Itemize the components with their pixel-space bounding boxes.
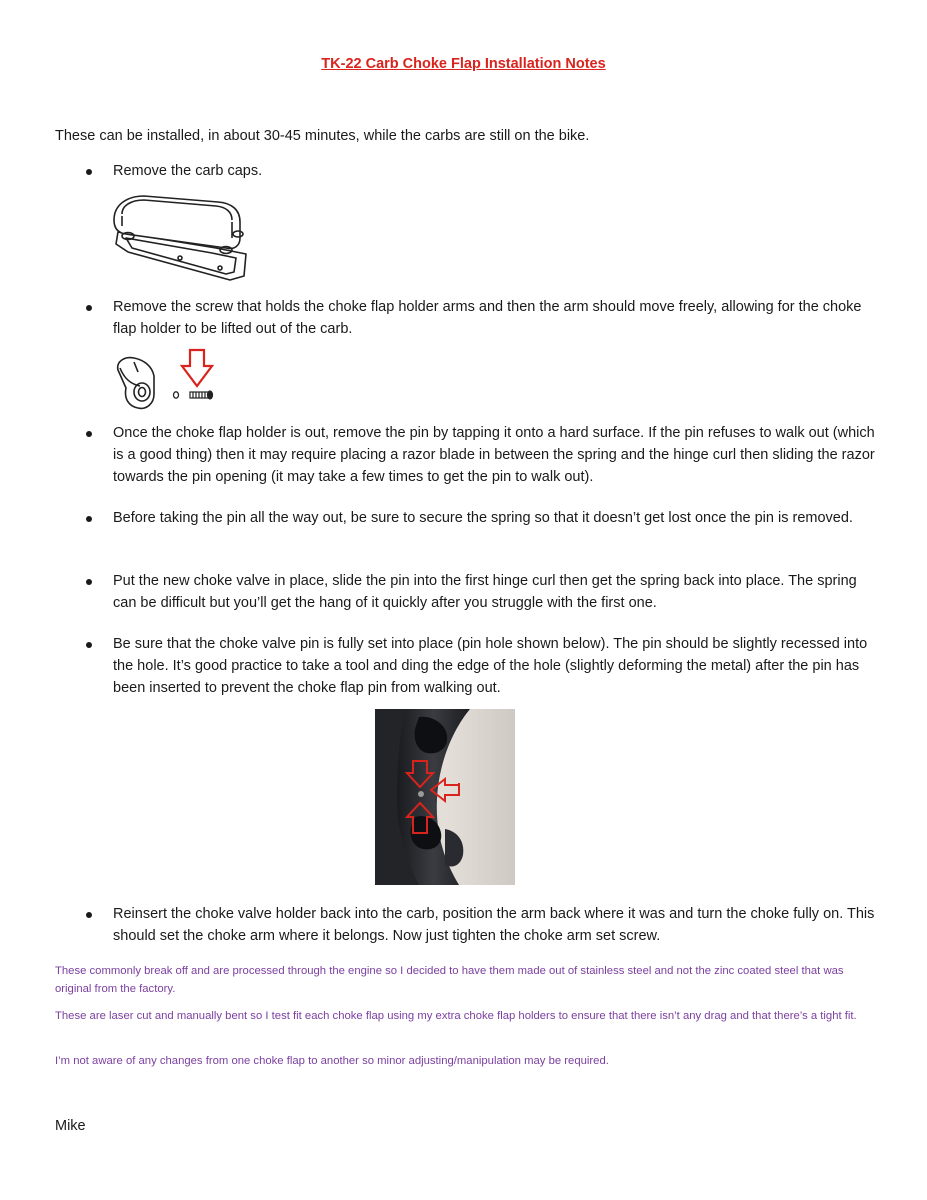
note-paragraph: I’m not aware of any changes from one choke flap to another so minor adjusting/manipulation may be required. [55,1055,609,1067]
bullet-icon [86,642,92,648]
carb-cap-illustration [108,190,253,286]
list-item: Once the choke flap holder is out, remove the pin by tapping it onto a hard surface. If the pin refuses to walk out (which is a good thing) then it may require placing a razor blade in between the spring and the hinge curl then sliding the razor towards the pin opening (it may take a few times to get the pin to walk out). [86,422,876,488]
list-item: Remove the screw that holds the choke flap holder arms and then the arm should move freely, allowing for the choke flap holder to be lifted out of the carb. [86,296,876,340]
screw-icon [190,391,213,399]
signature: Mike [55,1118,86,1134]
list-item: Put the new choke valve in place, slide the pin into the first hinge curl then get the spring back into place. The spring can be difficult but you’ll get the hang of it quickly after you struggle with the first one. [86,570,876,614]
document-title: TK-22 Carb Choke Flap Installation Notes [321,56,606,72]
bullet-icon [86,912,92,918]
list-item: Be sure that the choke valve pin is fully set into place (pin hole shown below). The pin should be slightly recessed into the hole. It’s good practice to take a tool and ding the edge of the hole (slightly deforming the metal) after the pin has been inserted to prevent the choke flap pin from walking out. [86,633,876,699]
list-item: Before taking the pin all the way out, be sure to secure the spring so that it doesn’t get lost once the pin is removed. [86,507,876,529]
note-paragraph: These are laser cut and manually bent so I test fit each choke flap using my extra choke flap holders to ensure that there isn’t any drag and that there’s a tight fit. [55,1010,857,1022]
washer-icon [174,392,179,398]
list-item: Reinsert the choke valve holder back into the carb, position the arm back where it was and turn the choke fully on. This should set the choke arm where it belongs. Now just tighten the choke arm set screw. [86,903,876,947]
note-paragraph: These commonly break off and are processed through the engine so I decided to have them made out of stainless steel and not the zinc coated steel that was original from the factory. [55,965,844,995]
list-item: Remove the carb caps. [86,160,876,182]
intro-paragraph: These can be installed, in about 30-45 minutes, while the carbs are still on the bike. [55,128,590,144]
bullet-icon [86,169,92,175]
bullet-icon [86,516,92,522]
bullet-icon [86,579,92,585]
bullet-icon [86,431,92,437]
bullet-icon [86,305,92,311]
choke-holder-illustration [110,348,220,412]
red-arrow-down-icon [182,350,212,386]
pin-hole-photo [375,709,515,885]
